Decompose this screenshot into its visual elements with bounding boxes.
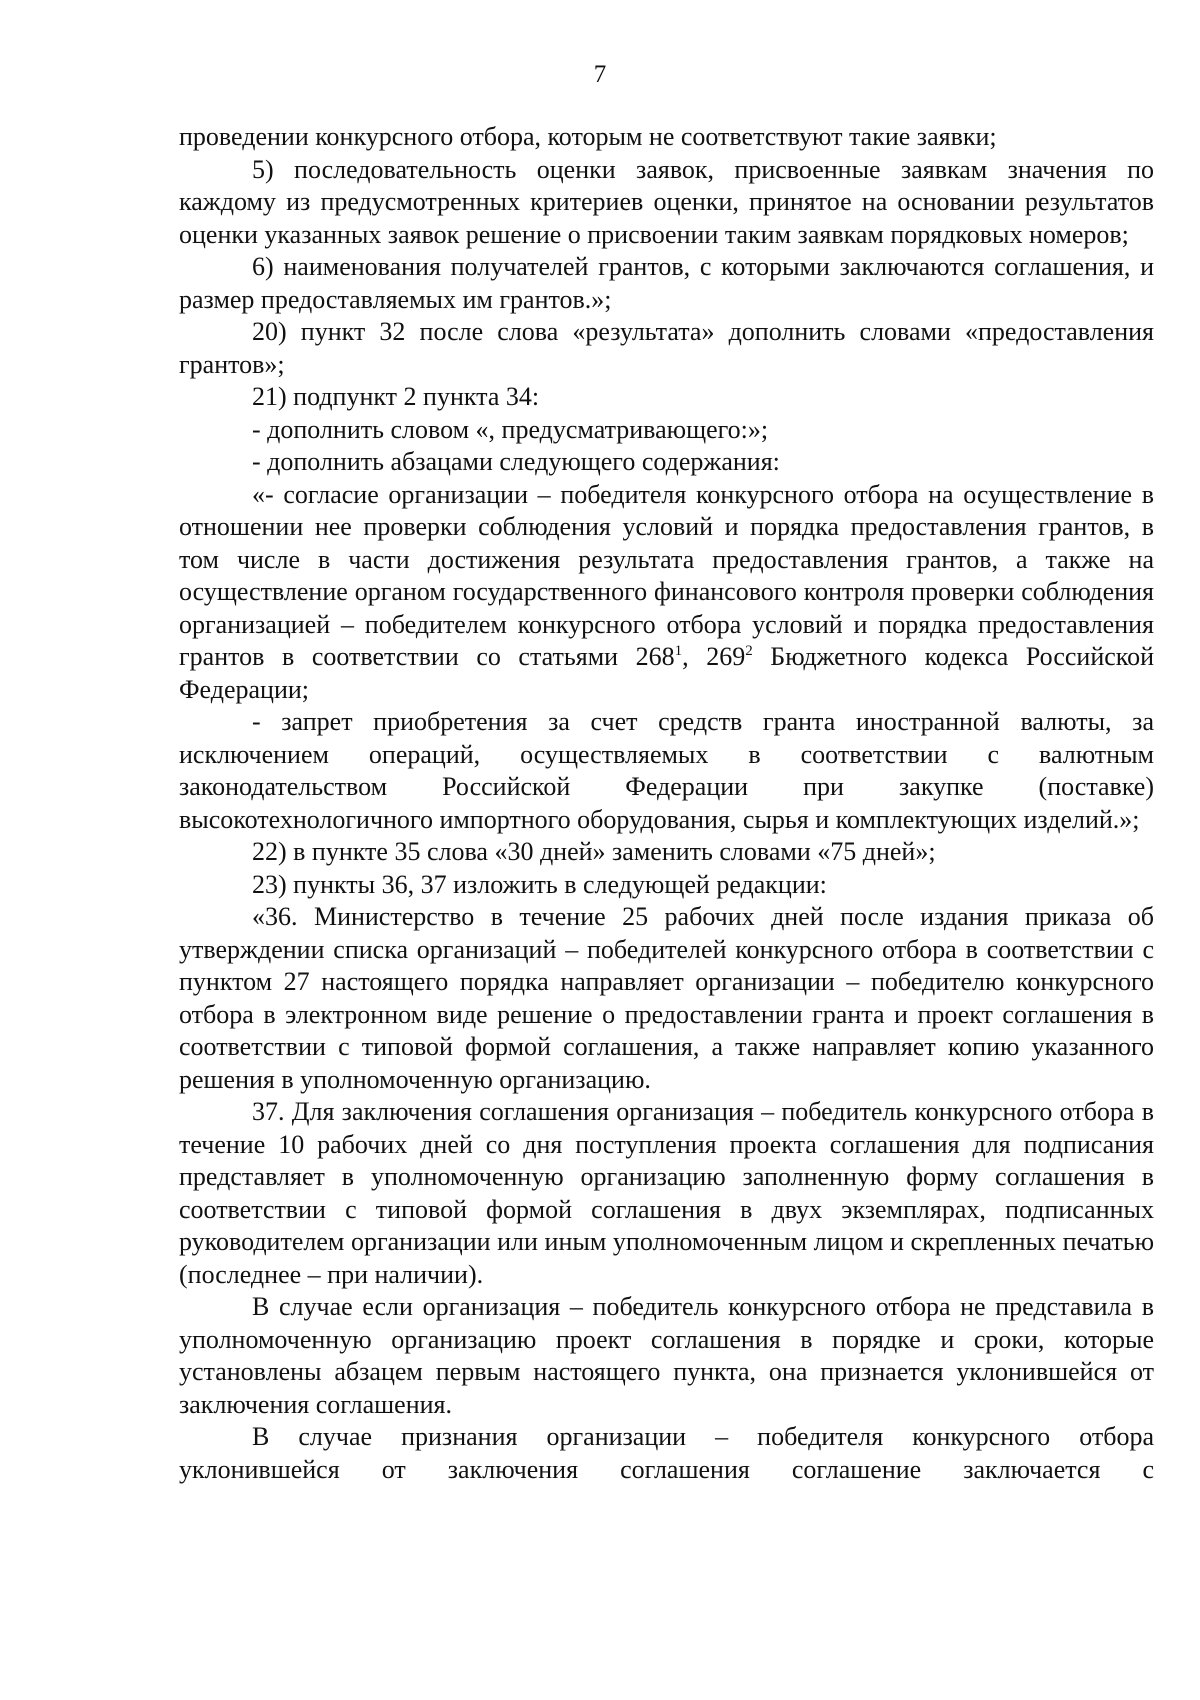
paragraph-recognition-case: В случае признания организации – победителя конкурсного отбора уклонившейся от заключения соглашения соглашение заключается с — [179, 1422, 1154, 1484]
consent-text-part-1: «- согласие организации – победителя конкурсного отбора на осуществление в отношении нее проверки соблюдения условий и порядка предоставления грантов, в том числе в части достижения результата предоставления грантов, а также на осуществление органом государственного финансового контроля проверки соблюдения организацией – победителем конкурсного отбора условий и порядка предоставления грантов в соответствии со статьями 268 — [179, 479, 1154, 671]
paragraph-continuation: проведении конкурсного отбора, которым не соответствуют такие заявки; — [179, 122, 997, 151]
paragraph-item-21-add-paragraphs: - дополнить абзацами следующего содержания: — [252, 447, 780, 476]
consent-text-part-2: , 269 — [682, 642, 746, 671]
paragraph-currency-ban: - запрет приобретения за счет средств гранта иностранной валюты, за исключением операций, осуществляемых в соответствии с валютным законодательством Российской Федерации при закупке (поставке) высокотехнологичного импортного оборудования, сырья и комплектующих изделий.»; — [179, 707, 1154, 834]
paragraph-consent-clause — [179, 479, 1154, 707]
paragraph-item-6: 6) наименования получателей грантов, с которыми заключаются соглашения, и размер предоставляемых им грантов.»; — [179, 252, 1154, 314]
paragraph-item-21: 21) подпункт 2 пункта 34: — [252, 382, 540, 411]
document-body — [179, 121, 1154, 1486]
consent-text-part-3: Бюджетного кодекса Российской Федерации; — [179, 642, 1155, 704]
paragraph-item-20: 20) пункт 32 после слова «результата» дополнить словами «предоставления грантов»; — [179, 317, 1154, 379]
paragraph-item-22: 22) в пункте 35 слова «30 дней» заменить словами «75 дней»; — [252, 837, 936, 866]
paragraph-point-36: «36. Министерство в течение 25 рабочих дней после издания приказа об утверждении списка организаций – победителей конкурсного отбора в соответствии с пунктом 27 настоящего порядка направляет организации – победителю конкурсного отбора в электронном виде решение о предоставлении гранта и проект соглашения в соответствии с типовой формой соглашения, а также направляет копию указанного решения в уполномоченную организацию. — [179, 902, 1154, 1094]
paragraph-item-21-add-word: - дополнить словом «, предусматривающего:»; — [252, 414, 769, 444]
paragraph-point-37: 37. Для заключения соглашения организация – победитель конкурсного отбора в течение 10 рабочих дней со дня поступления проекта соглашения для подписания представляет в уполномоченную организацию заполненную форму соглашения в соответствии с типовой формой соглашения в двух экземплярах, подписанных руководителем организации или иным уполномоченным лицом и скрепленных печатью (последнее – при наличии). — [179, 1097, 1154, 1289]
superscript-1: 1 — [674, 643, 683, 659]
paragraph-evasion-case: В случае если организация – победитель конкурсного отбора не представила в уполномоченную организацию проект соглашения в порядке и сроки, которые установлены абзацем первым настоящего пункта, она признается уклонившейся от заключения соглашения. — [179, 1292, 1154, 1419]
page-number: 7 — [593, 61, 607, 88]
paragraph-item-5: 5) последовательность оценки заявок, присвоенные заявкам значения по каждому из предусмотренных критериев оценки, принятое на основании результатов оценки указанных заявок решение о присвоении таким заявкам порядковых номеров; — [179, 154, 1154, 249]
paragraph-item-23: 23) пункты 36, 37 изложить в следующей редакции: — [252, 869, 827, 899]
superscript-2: 2 — [745, 643, 753, 659]
